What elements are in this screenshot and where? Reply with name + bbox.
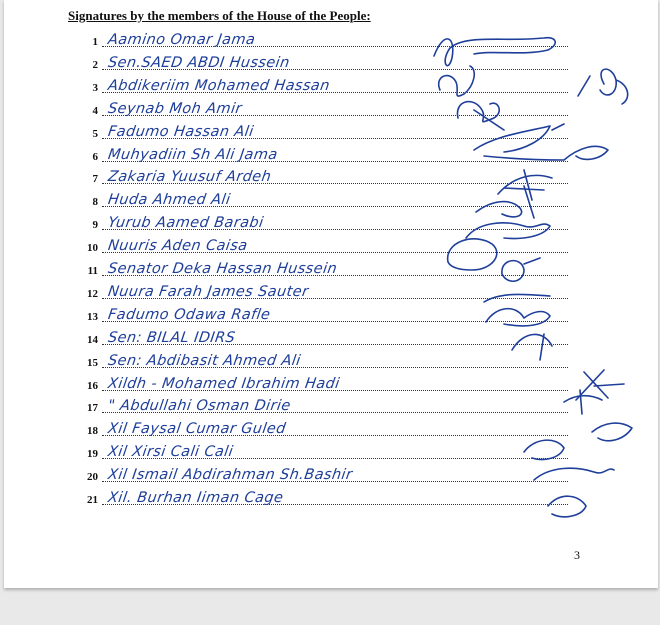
member-name: Fadumo Odawa Rafle bbox=[106, 306, 272, 323]
signature-row bbox=[4, 463, 658, 486]
member-name: Sen: Abdibasit Ahmed Ali bbox=[106, 352, 302, 369]
row-number: 10 bbox=[87, 242, 98, 255]
member-name: Fadumo Hassan Ali bbox=[106, 123, 255, 140]
signature-row bbox=[4, 303, 658, 326]
signature-row bbox=[4, 394, 658, 417]
row-number: 9 bbox=[92, 219, 98, 232]
signature-list bbox=[4, 0, 658, 588]
row-number: 6 bbox=[92, 150, 98, 163]
signature-row bbox=[4, 257, 658, 280]
member-name: Senator Deka Hassan Hussein bbox=[106, 261, 339, 277]
signature-row bbox=[4, 234, 658, 257]
row-number: 14 bbox=[87, 333, 98, 346]
signature-row bbox=[4, 486, 658, 509]
member-name: Abdikeriim Mohamed Hassan bbox=[106, 77, 331, 94]
row-number: 3 bbox=[92, 81, 98, 94]
signature-row bbox=[4, 417, 658, 440]
member-name: Sen.SAED ABDI Hussein bbox=[106, 54, 291, 71]
row-number: 13 bbox=[87, 310, 98, 323]
row-number: 17 bbox=[87, 402, 98, 415]
signature-row bbox=[4, 188, 658, 211]
member-name: " Abdullahi Osman Dirie bbox=[106, 398, 292, 415]
signature-row bbox=[4, 74, 658, 97]
member-name: Nuuris Aden Caisa bbox=[106, 238, 249, 255]
member-name: Xil. Burhan Iiman Cage bbox=[106, 490, 285, 506]
row-number: 7 bbox=[92, 173, 98, 186]
signature-row bbox=[4, 372, 658, 395]
signature-row bbox=[4, 349, 658, 372]
row-number: 11 bbox=[87, 265, 98, 277]
member-name: Nuura Farah James Sauter bbox=[106, 283, 310, 300]
member-name: Zakaria Yuusuf Ardeh bbox=[106, 169, 273, 186]
member-name: Muhyadiin Sh Ali Jama bbox=[106, 146, 279, 163]
member-name: Xil Faysal Cumar Guled bbox=[106, 421, 287, 438]
row-number: 20 bbox=[87, 471, 98, 484]
signature-row bbox=[4, 143, 658, 166]
member-name: Sen: BILAL IDIRS bbox=[106, 329, 237, 346]
row-number: 19 bbox=[87, 448, 98, 461]
member-name: Seynab Moh Amir bbox=[106, 100, 243, 117]
row-number: 1 bbox=[92, 36, 98, 48]
member-name: Yurub Aamed Barabi bbox=[106, 215, 265, 232]
member-name: Xil Xirsi Cali Cali bbox=[106, 444, 235, 461]
page-heading: Signatures by the members of the House of the People: bbox=[68, 8, 371, 23]
signature-row bbox=[4, 120, 658, 143]
row-number: 8 bbox=[92, 196, 98, 209]
signature-row bbox=[4, 51, 658, 74]
row-number: 21 bbox=[87, 494, 98, 506]
signature-row bbox=[4, 211, 658, 234]
row-number: 18 bbox=[87, 425, 98, 438]
row-number: 5 bbox=[92, 127, 98, 140]
signature-row bbox=[4, 326, 658, 349]
page-number: 3 bbox=[574, 548, 580, 562]
document-page bbox=[4, 0, 658, 588]
signature-row bbox=[4, 440, 658, 463]
member-name: Xildh - Mohamed Ibrahim Hadi bbox=[106, 375, 341, 392]
row-number: 12 bbox=[87, 287, 98, 300]
signature-row bbox=[4, 97, 658, 120]
row-number: 4 bbox=[92, 104, 98, 117]
member-name: Aamino Omar Jama bbox=[106, 32, 257, 48]
member-name: Huda Ahmed Ali bbox=[106, 192, 232, 209]
signature-row bbox=[4, 28, 658, 51]
signature-row bbox=[4, 280, 658, 303]
row-number: 15 bbox=[87, 356, 98, 369]
signature-row bbox=[4, 165, 658, 188]
row-number: 2 bbox=[92, 58, 98, 71]
member-name: Xil Ismail Abdirahman Sh.Bashir bbox=[106, 467, 354, 484]
row-number: 16 bbox=[87, 379, 98, 392]
